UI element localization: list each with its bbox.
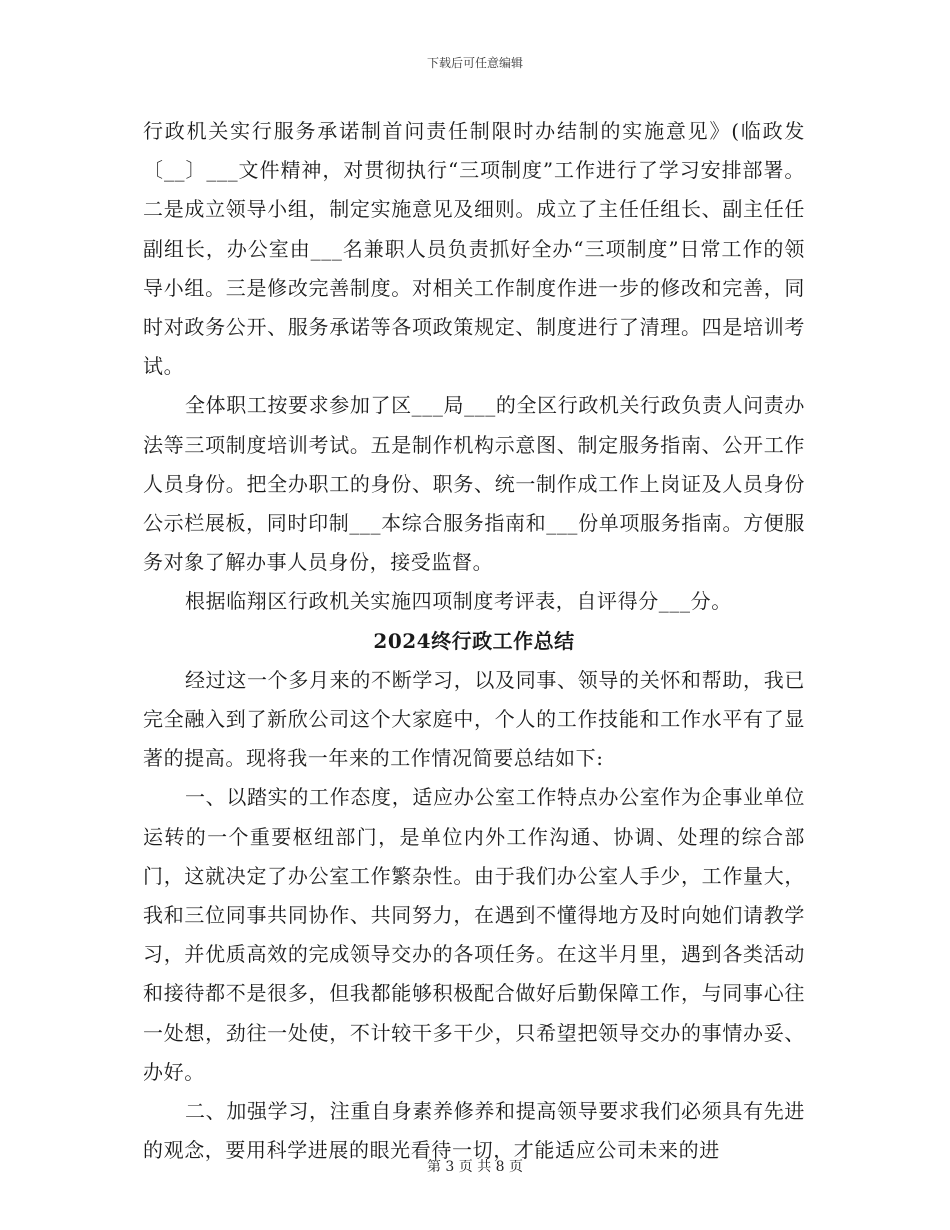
paragraph-training: 全体职工按要求参加了区___局___的全区行政机关行政负责人问责办法等三项制度培训考试。五是制作机构示意图、制定服务指南、公开工作人员身份。把全办职工的身份、职务、统一制作成工作上岗证及人员身份公示栏展板，同时印制___本综合服务指南和___份单项服务指南。方便服务对象了解办事人员身份，接受监督。 xyxy=(143,393,805,575)
paragraph-self-score: 根据临翔区行政机关实施四项制度考评表，自评得分___分。 xyxy=(185,589,732,614)
page-number: 第 3 页 共 8 页 xyxy=(426,1159,524,1175)
paragraph-continued: 行政机关实行服务承诺制首问责任制限时办结制的实施意见》(临政发〔__〕___文件精神，对贯彻执行“三项制度”工作进行了学习安排部署。二是成立领导小组，制定实施意见及细则。成立了主任任组长、副主任任副组长，办公室由___名兼职人员负责抓好全办“三项制度”日常工作的领导小组。三是修改完善制度。对相关工作制度作进一步的修改和完善，同时对政务公开、服务承诺等各项政策规定、制度进行了清理。四是培训考试。 xyxy=(143,119,805,379)
paragraph-point-two: 二、加强学习，注重自身素养修养和提高领导要求我们必须具有先进的观念，要用科学进展的眼光看待一切，才能适应公司未来的进 xyxy=(143,1099,805,1163)
paragraph-point-one: 一、以踏实的工作态度，适应办公室工作特点办公室作为企事业单位运转的一个重要枢纽部门，是单位内外工作沟通、协调、处理的综合部门，这就决定了办公室工作繁杂性。由于我们办公室人手少，工作量大，我和三位同事共同协作、共同努力，在遇到不懂得地方及时向她们请教学习，并优质高效的完成领导交办的各项任务。在这半月里，遇到各类活动和接待都不是很多，但我都能够积极配合做好后勤保障工作，与同事心往一处想，劲往一处使，不计较干多干少，只希望把领导交办的事情办妥、办好。 xyxy=(143,785,805,1084)
paragraph-intro: 经过这一个多月来的不断学习，以及同事、领导的关怀和帮助，我已完全融入到了新欣公司这个大家庭中，个人的工作技能和工作水平有了显著的提高。现将我一年来的工作情况简要总结如下: xyxy=(143,667,805,771)
page-header: 下载后可任意编辑 xyxy=(426,56,523,70)
document-body xyxy=(143,112,805,1170)
section-title: 2024终行政工作总结 xyxy=(373,628,575,653)
